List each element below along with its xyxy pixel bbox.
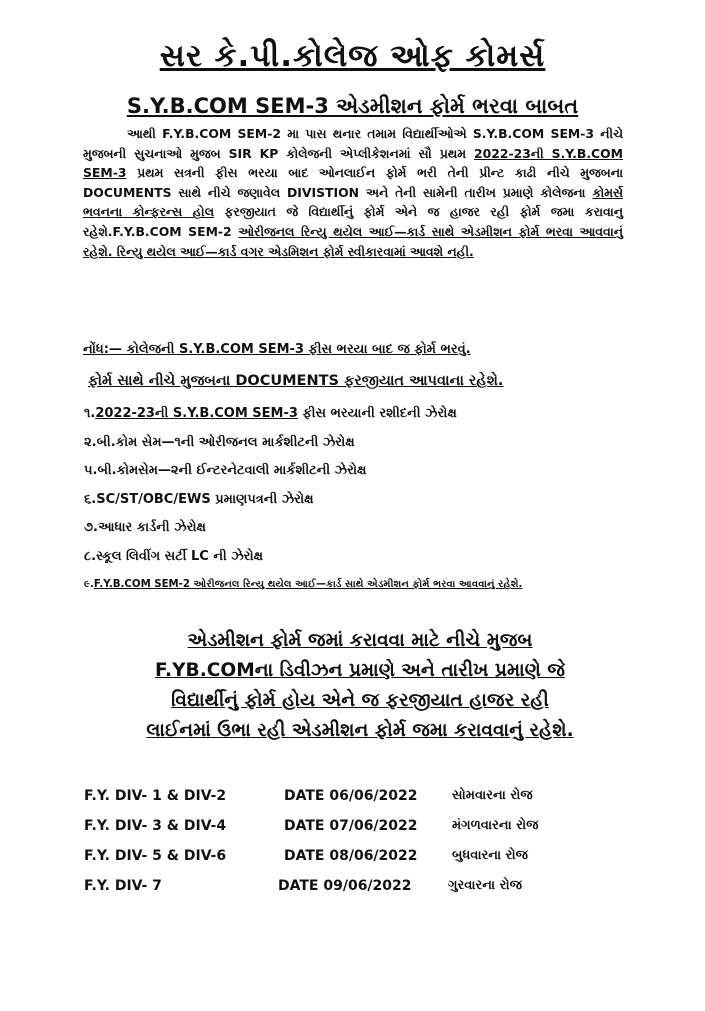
intro-text-3: ફરજીયાત જે વિદ્યાર્થીનું ફોર્મ એને જ હાજર રહી ફોર્મ જમા કરાવાનુ રહેશે.F.Y.B.COM SEM-2 <box>83 204 623 239</box>
intro-text-1: આથી F.Y.B.COM SEM-2 મા પાસ થનાર તમામ વિદ્યાર્થીઓએ S.Y.B.COM SEM-3 નીચે મુજબની સુચનાઓ મુજબ SIR KP કોલેજની એપ્લીકેશનમાં સૌ પ્રથમ <box>83 126 623 161</box>
schedule-day: સોમવારના રોજ <box>452 788 533 803</box>
item-text: ફીસ ભરયાની રશીદની ઝેરોક્ષ <box>297 406 457 421</box>
item-lead: 2022-23ની S.Y.B.COM SEM-3 <box>95 406 298 421</box>
college-title: સર કે.પી.કોલેજ ઓફ કોમર્સ <box>159 38 546 74</box>
fee-note: નોંધ:— કોલેજની S.Y.B.COM SEM-3 ફીસ ભરયા બાદ જ ફોર્મ ભરવું. <box>83 342 471 357</box>
schedule-row <box>84 848 604 878</box>
item-number: ૫. <box>84 463 98 478</box>
schedule-date: DATE 09/06/2022 <box>278 878 412 894</box>
submission-instructions <box>60 626 660 746</box>
instruction-line: એડમીશન ફોર્મ જમાં કરાવવા માટે નીચે મુજબ <box>187 630 533 651</box>
intro-underlined-1: 2022-23ની S.Y.B.COM SEM-3 <box>83 145 624 181</box>
notice-subtitle: S.Y.B.COM SEM-3 એડમીશન ફોર્મ ભરવા બાબત <box>126 94 579 118</box>
schedule-date: DATE 06/06/2022 <box>284 788 418 804</box>
item-number: ૯. <box>84 579 94 590</box>
item-text: આધાર કાર્ડની ઝેરોક્ષ <box>97 520 206 535</box>
intro-paragraph <box>83 124 623 261</box>
instruction-line: વિદ્યાર્થીનું ફોર્મ હોય એને જ ફરજીયાત હાજર રહી <box>171 690 549 711</box>
schedule-row <box>84 878 604 908</box>
item-text: SC/ST/OBC/EWS પ્રમાણપત્રની ઝેરોક્ષ <box>96 491 314 507</box>
item-number: ૨. <box>84 434 97 450</box>
schedule-row <box>84 818 604 848</box>
schedule-date: DATE 08/06/2022 <box>284 848 418 864</box>
documents-list <box>84 402 644 602</box>
instruction-line: F.YB.COMના ડિવીઝન પ્રમાણે અને તારીખ પ્રમાણે જે <box>155 660 565 681</box>
item-number: ૧. <box>84 406 96 421</box>
division-label: F.Y. DIV- 1 & DIV-2 <box>84 788 227 804</box>
documents-heading: ફોર્મ સાથે નીચે મુજબના DOCUMENTS ફરજીયાત આપવાના રહેશે. <box>88 373 504 389</box>
intro-text-2: પ્રથમ સત્રની ફીસ ભરયા બાદ ઓનલાઈન ફોર્મ ભરી તેની પ્રીન્ટ કાઢી નીચે મુજબના DOCUMENTS સાથે નીચે જણાવેલ DIVISTION અને તેની સામેની તારીખ પ્રમાણે કોલેજના <box>83 165 623 200</box>
intro-underlined-2: કોમર્સ ભવનના કોન્ફરન્સ હોલ <box>83 184 623 220</box>
list-item <box>84 459 644 488</box>
item-text: બી.કોમ સેમ—૧ની ઓરીજનલ માર્કશીટની ઝેરોક્ષ <box>96 434 355 450</box>
division-label: F.Y. DIV- 5 & DIV-6 <box>84 848 227 864</box>
list-item <box>84 545 644 574</box>
item-number: ૭. <box>84 520 98 535</box>
list-item <box>84 402 644 431</box>
list-item <box>84 431 644 460</box>
instruction-line: લાઈનમાં ઉભા રહી એડમીશન ફોર્મ જમા કરાવવાનું રહેશે. <box>146 720 574 741</box>
item-text: બી.કોમસેમ—૨ની ઈન્ટરનેટવાલી માર્કશીટની ઝેરોક્ષ <box>97 463 367 478</box>
division-schedule <box>84 788 604 908</box>
schedule-row <box>84 788 604 818</box>
list-item <box>84 573 644 602</box>
item-lead: F.Y.B.COM SEM-2 <box>93 579 191 590</box>
item-text: ઓરીજનલ રિન્યુ થયેલ આઈ—કાર્ડ સાથે એડમીશન ફોર્મ ભરવા આવવાનું રહેશે. <box>190 579 523 590</box>
schedule-day: મંગળવારના રોજ <box>452 818 539 833</box>
list-item <box>84 516 644 545</box>
schedule-day: ગુરવારના રોજ <box>448 878 522 893</box>
list-item <box>84 488 644 517</box>
schedule-date: DATE 07/06/2022 <box>284 818 418 834</box>
item-number: ૬. <box>84 491 97 507</box>
division-label: F.Y. DIV- 3 & DIV-4 <box>84 818 227 834</box>
intro-underlined-3: ઓરીજનલ રિન્યુ થયેલ આઈ—કાર્ડ સાથે એડમીશન ફોર્મ ભરવા આવવાનું રહેશે. રિન્યુ થયેલ આઈ—કાર્ડ વગર એડમિશન ફોર્મ સ્વીકારવામાં આવશે નહી. <box>83 223 623 259</box>
item-text: સ્કૂલ લિવીંગ સર્ટી LC ની ઝેરોક્ષ <box>96 548 264 564</box>
division-label: F.Y. DIV- 7 <box>84 878 162 894</box>
schedule-day: બુધવારના રોજ <box>452 848 528 863</box>
item-number: ૮. <box>84 548 97 564</box>
